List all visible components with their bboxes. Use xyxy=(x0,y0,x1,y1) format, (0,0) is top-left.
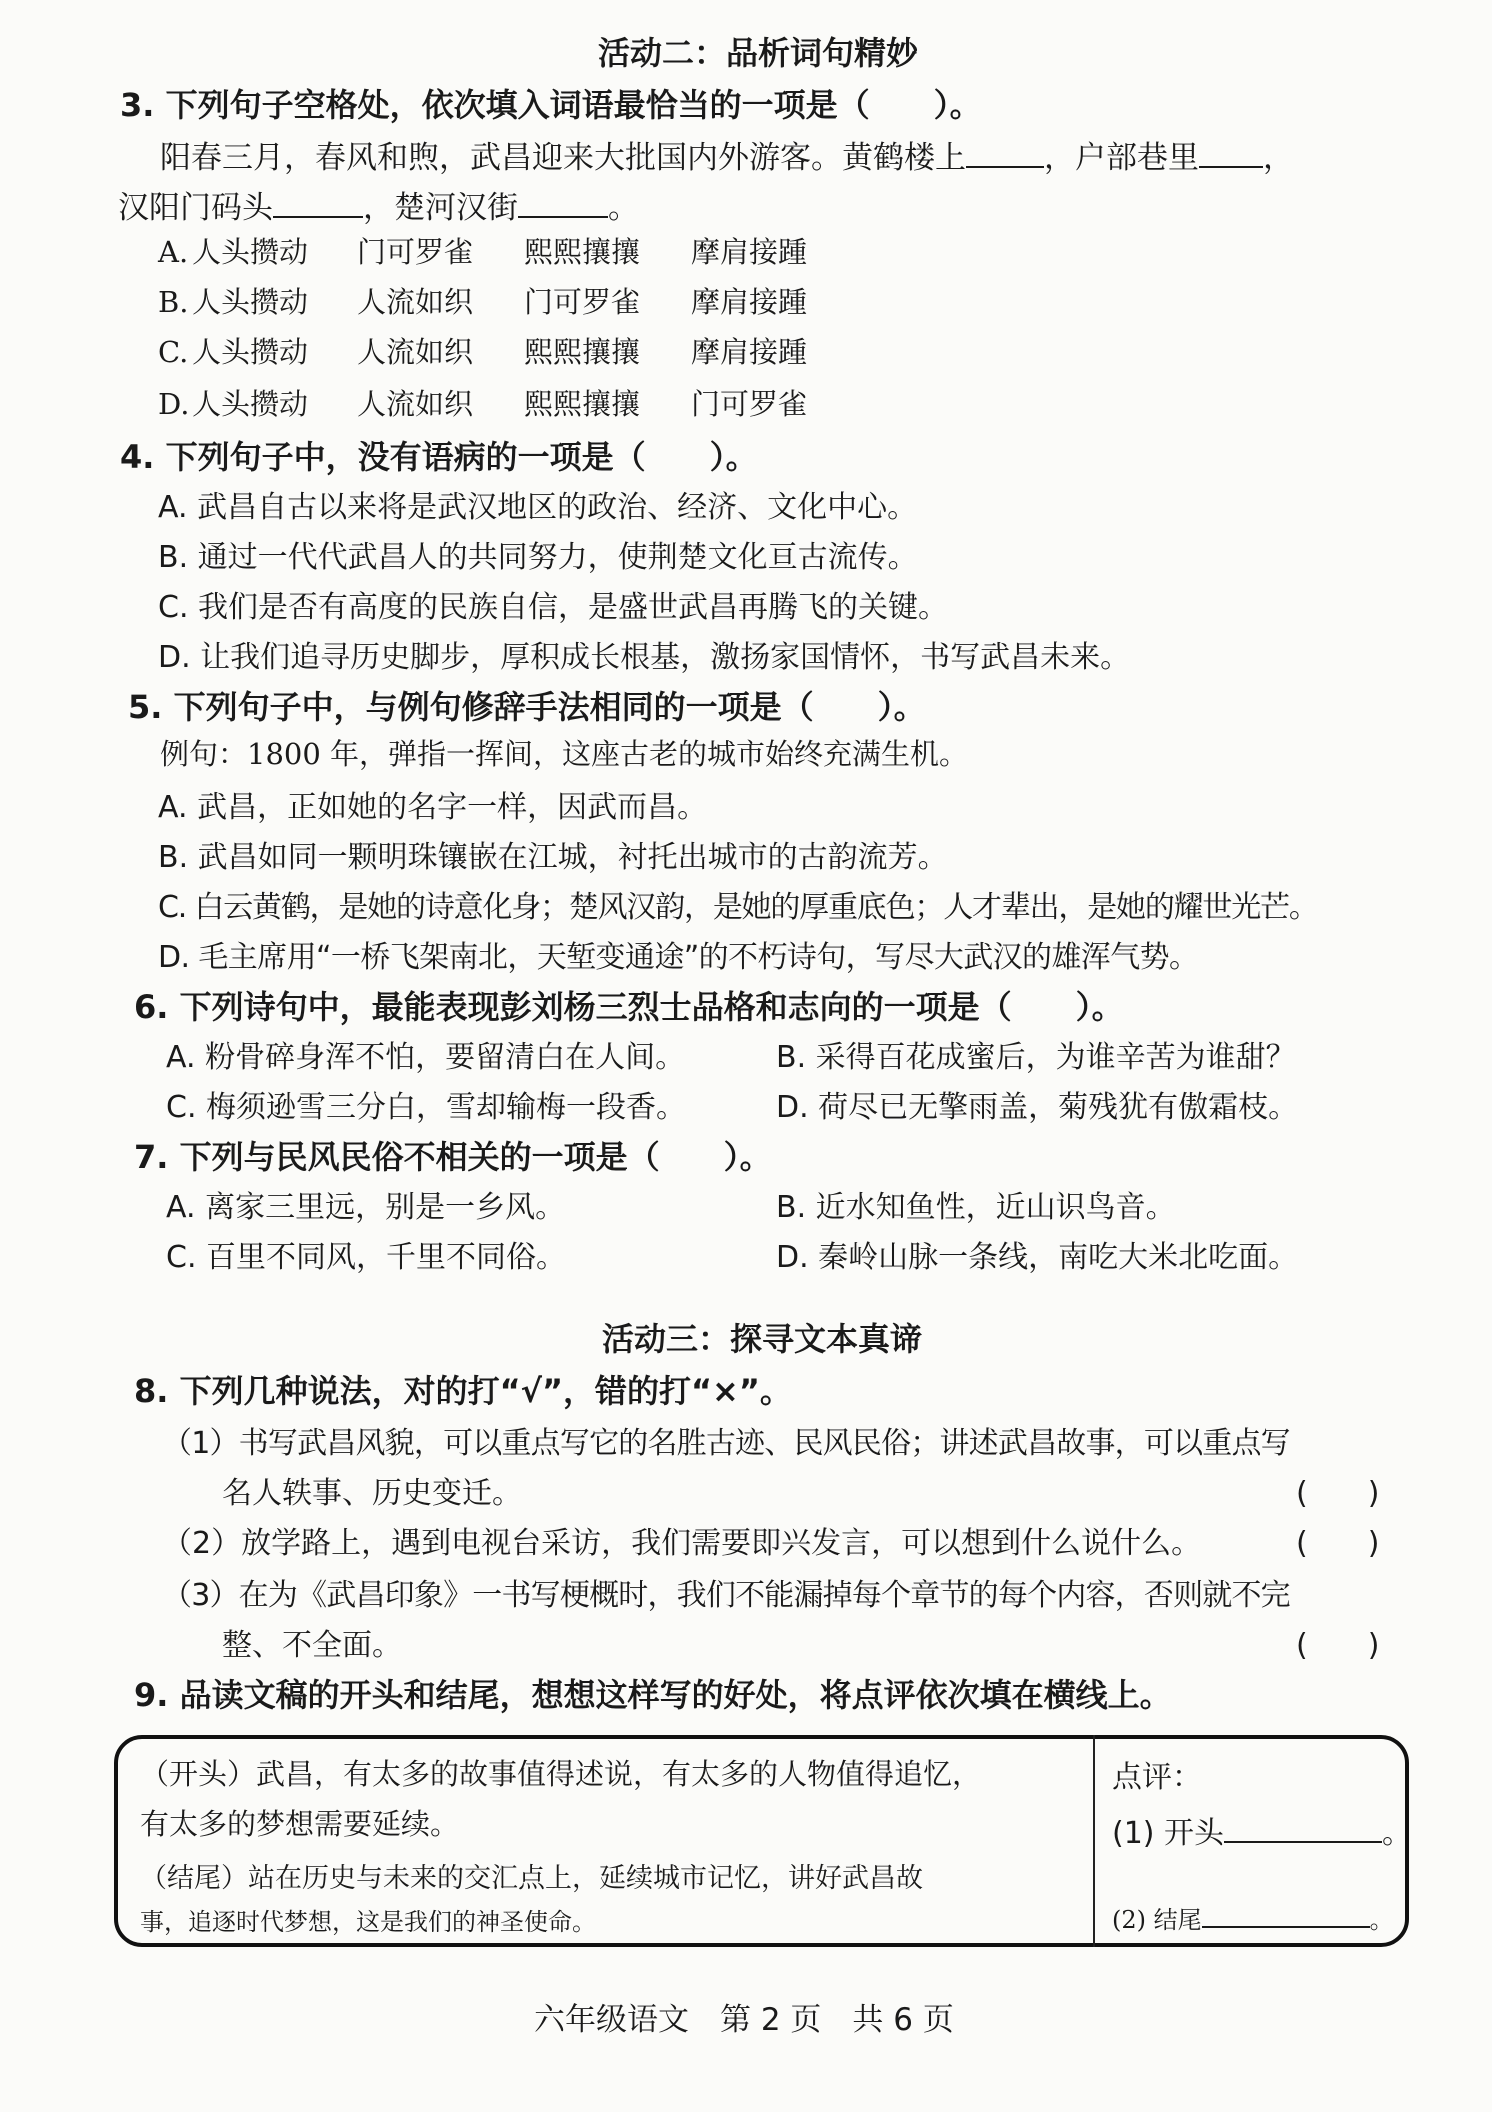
question-5-option-c[interactable]: C. 白云黄鹤，是她的诗意化身；楚风汉韵，是她的厚重底色；人才辈出，是她的耀世光芒。 xyxy=(158,890,1318,925)
question-8-item-1-line2: 名人轶事、历史变迁。 xyxy=(222,1476,522,1511)
option-word: 人流如织 xyxy=(357,387,474,421)
question-8-item-3-line2: 整、不全面。 xyxy=(222,1628,402,1663)
option-word: 人流如织 xyxy=(357,335,474,369)
question-7-option-a[interactable]: A. 离家三里远，别是一乡风。 xyxy=(166,1190,566,1225)
question-3-option-d[interactable] xyxy=(158,382,807,423)
question-6-option-b[interactable]: B. 采得百花成蜜后，为谁辛苦为谁甜？ xyxy=(776,1040,1296,1075)
comment-label: 点评： xyxy=(1112,1760,1202,1795)
period: 。 xyxy=(1382,1816,1413,1851)
question-6-option-a[interactable]: A. 粉骨碎身浑不怕，要留清白在人间。 xyxy=(166,1040,686,1075)
passage-text: ，楚河汉街 xyxy=(363,190,518,226)
option-word: 摩肩接踵 xyxy=(691,285,808,319)
comment-1-blank[interactable] xyxy=(1224,1815,1382,1843)
answer-paren[interactable]: ( ) xyxy=(1296,1526,1380,1561)
option-word: 门可罗雀 xyxy=(691,387,808,421)
option-word: 人头攒动 xyxy=(192,387,309,421)
option-word: 熙熙攘攘 xyxy=(524,335,641,369)
question-5-option-a[interactable]: A. 武昌，正如她的名字一样，因武而昌。 xyxy=(158,790,708,825)
option-word: 门可罗雀 xyxy=(357,235,474,269)
option-word: 熙熙攘攘 xyxy=(524,235,641,269)
comment-2 xyxy=(1112,1900,1394,1935)
question-3-passage-line2 xyxy=(118,182,639,227)
option-label: C. xyxy=(158,335,189,369)
answer-blank[interactable] xyxy=(966,140,1044,168)
option-word: 摩肩接踵 xyxy=(691,335,808,369)
opening-line1: （开头）武昌，有太多的故事值得述说，有太多的人物值得追忆， xyxy=(140,1757,982,1791)
question-6-option-d[interactable]: D. 荷尽已无擎雨盖，菊残犹有傲霜枝。 xyxy=(776,1090,1299,1125)
answer-blank[interactable] xyxy=(1199,140,1263,168)
question-3-stem: 3. 下列句子空格处，依次填入词语最恰当的一项是（ ）。 xyxy=(120,86,982,124)
option-word: 摩肩接踵 xyxy=(691,235,808,269)
opening-line2: 有太多的梦想需要延续。 xyxy=(140,1807,460,1841)
passage-text: 汉阳门码头 xyxy=(118,190,273,226)
question-6-stem: 6. 下列诗句中，最能表现彭刘杨三烈士品格和志向的一项是（ ）。 xyxy=(134,988,1124,1026)
question-8-item-3-line1: （3）在为《武昌印象》一书写梗概时，我们不能漏掉每个章节的每个内容，否则就不完 xyxy=(162,1578,1290,1613)
answer-paren[interactable]: ( ) xyxy=(1296,1476,1380,1511)
box-divider xyxy=(1093,1735,1095,1947)
option-word: 人流如织 xyxy=(357,285,474,319)
answer-paren[interactable]: ( ) xyxy=(1296,1628,1380,1663)
passage-text: 。 xyxy=(608,190,639,226)
answer-blank[interactable] xyxy=(518,190,608,218)
question-4-option-d[interactable]: D. 让我们追寻历史脚步，厚积成长根基，激扬家国情怀，书写武昌未来。 xyxy=(158,640,1131,675)
question-8-item-1-line1: （1）书写武昌风貌，可以重点写它的名胜古迹、民风民俗；讲述武昌故事，可以重点写 xyxy=(162,1426,1290,1461)
option-word: 人头攒动 xyxy=(192,335,309,369)
comment-1-label: (1) 开头 xyxy=(1112,1816,1225,1851)
option-word: 熙熙攘攘 xyxy=(524,387,641,421)
question-5-option-d[interactable]: D. 毛主席用“一桥飞架南北，天堑变通途”的不朽诗句，写尽大武汉的雄浑气势。 xyxy=(158,940,1199,975)
question-4-option-a[interactable]: A. 武昌自古以来将是武汉地区的政治、经济、文化中心。 xyxy=(158,490,918,525)
passage-text: ，户部巷里 xyxy=(1044,140,1199,176)
comment-1 xyxy=(1112,1808,1412,1852)
question-3-option-c[interactable] xyxy=(158,330,807,371)
option-word: 门可罗雀 xyxy=(524,285,641,319)
question-6-option-c[interactable]: C. 梅须逊雪三分白，雪却输梅一段香。 xyxy=(166,1090,687,1125)
question-7-stem: 7. 下列与民风民俗不相关的一项是（ ）。 xyxy=(134,1138,772,1176)
period: 。 xyxy=(1369,1906,1394,1934)
option-word: 人头攒动 xyxy=(192,235,309,269)
question-8-stem: 8. 下列几种说法，对的打“√”，错的打“×”。 xyxy=(134,1372,792,1410)
question-4-option-b[interactable]: B. 通过一代代武昌人的共同努力，使荆楚文化亘古流传。 xyxy=(158,540,918,575)
question-5-stem: 5. 下列句子中，与例句修辞手法相同的一项是（ ）。 xyxy=(128,688,926,726)
question-3-option-a[interactable] xyxy=(158,230,807,271)
question-7-option-c[interactable]: C. 百里不同风，千里不同俗。 xyxy=(166,1240,567,1275)
question-7-option-b[interactable]: B. 近水知鱼性，近山识鸟音。 xyxy=(776,1190,1176,1225)
page-footer: 六年级语文 第 2 页 共 6 页 xyxy=(534,2002,954,2038)
option-word: 人头攒动 xyxy=(192,285,309,319)
comment-2-blank[interactable] xyxy=(1202,1906,1370,1928)
question-5-option-b[interactable]: B. 武昌如同一颗明珠镶嵌在江城，衬托出城市的古韵流芳。 xyxy=(158,840,948,875)
question-9-stem: 9. 品读文稿的开头和结尾，想想这样写的好处，将点评依次填在横线上。 xyxy=(134,1676,1172,1714)
passage-text: ， xyxy=(1263,140,1294,176)
question-8-item-2: （2）放学路上，遇到电视台采访，我们需要即兴发言，可以想到什么说什么。 xyxy=(162,1526,1202,1561)
answer-blank[interactable] xyxy=(273,190,363,218)
passage-text: 阳春三月，春风和煦，武昌迎来大批国内外游客。黄鹤楼上 xyxy=(160,140,966,176)
question-3-option-b[interactable] xyxy=(158,280,807,321)
section-title-3: 活动三：探寻文本真谛 xyxy=(602,1320,923,1358)
option-label: A. xyxy=(158,235,189,269)
section-title-2: 活动二：品析词句精妙 xyxy=(598,34,919,72)
option-label: D. xyxy=(158,387,190,421)
ending-line2: 事，追逐时代梦想，这是我们的神圣使命。 xyxy=(140,1908,596,1936)
question-7-option-d[interactable]: D. 秦岭山脉一条线，南吃大米北吃面。 xyxy=(776,1240,1299,1275)
question-4-option-c[interactable]: C. 我们是否有高度的民族自信，是盛世武昌再腾飞的关键。 xyxy=(158,590,949,625)
ending-line1: （结尾）站在历史与未来的交汇点上，延续城市记忆，讲好武昌故 xyxy=(140,1863,923,1894)
option-label: B. xyxy=(158,285,189,319)
comment-2-label: (2) 结尾 xyxy=(1112,1906,1202,1934)
question-5-example: 例句：1800 年，弹指一挥间，这座古老的城市始终充满生机。 xyxy=(160,737,969,771)
question-3-passage-line1 xyxy=(160,132,1294,177)
question-4-stem: 4. 下列句子中，没有语病的一项是（ ）。 xyxy=(120,438,758,476)
